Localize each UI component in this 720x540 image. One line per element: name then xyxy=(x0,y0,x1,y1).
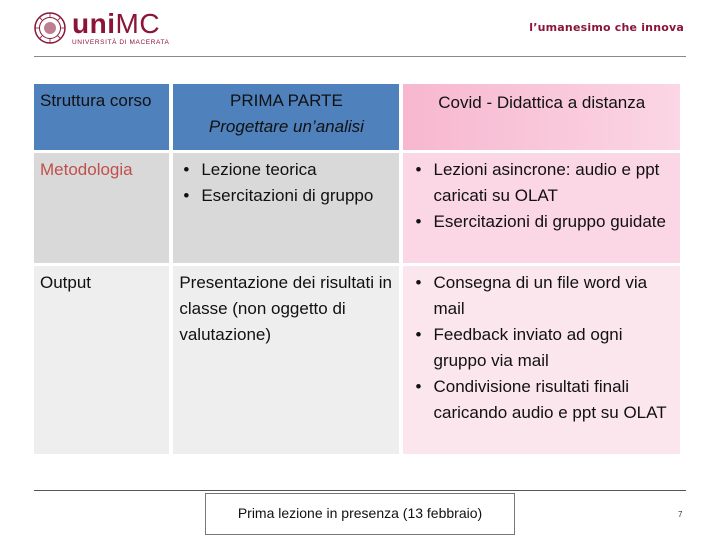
output-covid-cell xyxy=(403,266,680,454)
metodologia-prima-parte-cell xyxy=(173,153,399,263)
header-cell-covid: Covid - Didattica a distanza xyxy=(403,84,680,150)
header-divider xyxy=(34,56,686,57)
header-prima-parte-subtitle: Progettare un’analisi xyxy=(208,117,364,136)
slide-header xyxy=(0,0,720,56)
list-item: • Condivisione risultati finali caricando audio e ppt su OLAT xyxy=(433,374,672,426)
logo-subtitle: UNIVERSITÀ DI MACERATA xyxy=(72,38,170,46)
list-item: • Esercitazioni di gruppo xyxy=(201,183,393,209)
course-structure-table xyxy=(34,84,680,454)
header-prima-parte-title: PRIMA PARTE xyxy=(230,91,343,110)
list-item: • Esercitazioni di gruppo guidate xyxy=(433,209,672,235)
logo-wordmark: uniMC xyxy=(72,7,161,39)
university-seal-icon xyxy=(34,12,66,44)
table-row-output xyxy=(34,266,680,454)
header-cell-struttura: Struttura corso xyxy=(34,84,169,150)
output-prima-parte-cell: Presentazione dei risultati in classe (non oggetto di valutazione) xyxy=(173,266,399,454)
list-item: • Consegna di un file word via mail xyxy=(433,270,672,322)
header-cell-prima-parte xyxy=(173,84,399,150)
list-item: • Lezioni asincrone: audio e ppt caricati su OLAT xyxy=(433,157,672,209)
footer-divider xyxy=(34,490,686,491)
page-number: 7 xyxy=(678,510,683,519)
tagline: l’umanesimo che innova xyxy=(529,21,684,34)
list-item: • Feedback inviato ad ogni gruppo via mail xyxy=(433,322,672,374)
unimc-logo xyxy=(34,7,170,46)
row-label-output: Output xyxy=(34,266,169,454)
table-header-row xyxy=(34,84,680,150)
footer-note: Prima lezione in presenza (13 febbraio) xyxy=(205,493,515,535)
table-row-metodologia xyxy=(34,153,680,263)
metodologia-covid-cell xyxy=(403,153,680,263)
row-label-metodologia: Metodologia xyxy=(34,153,169,263)
list-item: • Lezione teorica xyxy=(201,157,393,183)
